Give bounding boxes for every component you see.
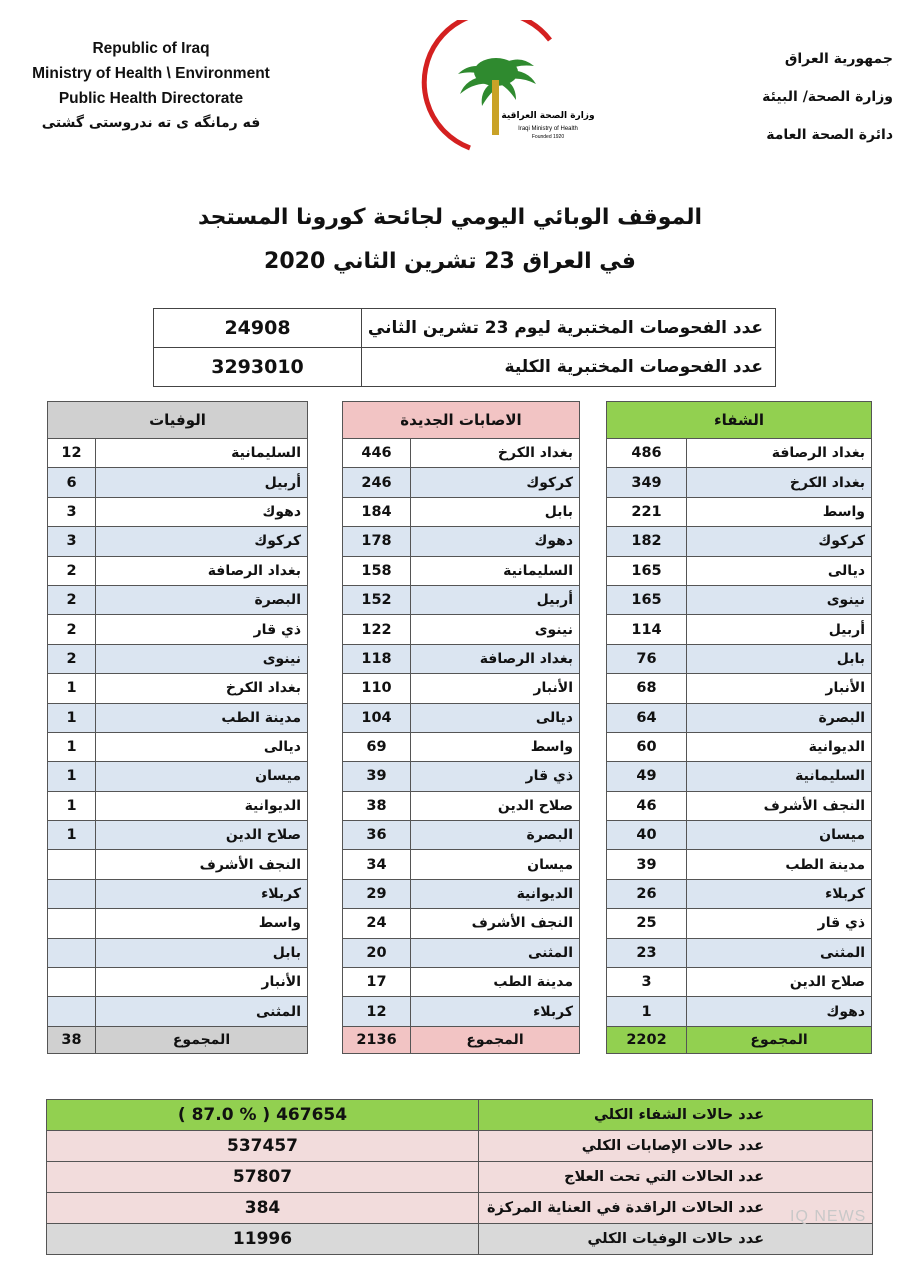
tests-value: 3293010 xyxy=(154,348,362,387)
governorate-cell: أربيل xyxy=(96,468,308,497)
tests-label: عدد الفحوصات المختبرية الكلية xyxy=(362,348,776,387)
logo-arabic-text: وزارة الصحة العراقية xyxy=(501,111,595,121)
summary-label: عدد الحالات الراقدة في العناية المركزة xyxy=(479,1193,873,1224)
count-cell: 165 xyxy=(607,585,687,614)
summary-row xyxy=(47,1224,873,1255)
summary-value: 384 xyxy=(47,1193,479,1224)
header-en-line: Ministry of Health \ Environment xyxy=(32,65,270,82)
count-cell: 25 xyxy=(607,909,687,938)
governorate-cell: بغداد الرصافة xyxy=(96,556,308,585)
table-row xyxy=(607,850,872,879)
count-cell: 104 xyxy=(343,703,411,732)
table-row xyxy=(48,968,308,997)
table-row xyxy=(343,938,580,967)
header-en-line: Republic of Iraq xyxy=(92,40,210,57)
count-cell: 76 xyxy=(607,644,687,673)
count-cell: 349 xyxy=(607,468,687,497)
count-cell: 1 xyxy=(48,674,96,703)
logo-english-text: Iraqi Ministry of Health xyxy=(518,126,578,132)
governorate-cell: صلاح الدين xyxy=(411,791,580,820)
table-row xyxy=(343,732,580,761)
governorate-cell: السليمانية xyxy=(687,762,872,791)
table-row xyxy=(607,703,872,732)
governorate-cell: أربيل xyxy=(411,585,580,614)
count-cell: 46 xyxy=(607,791,687,820)
governorate-cell: بغداد الرصافة xyxy=(687,439,872,468)
table-row xyxy=(48,732,308,761)
total-label: المجموع xyxy=(687,1026,872,1053)
table-row xyxy=(343,703,580,732)
table-row xyxy=(343,821,580,850)
governorate-cell: مدينة الطب xyxy=(411,968,580,997)
table-row xyxy=(607,791,872,820)
table-row xyxy=(48,762,308,791)
governorate-cell: بابل xyxy=(411,497,580,526)
table-row xyxy=(48,879,308,908)
table-row xyxy=(48,703,308,732)
table-row xyxy=(607,968,872,997)
governorate-cell: الديوانية xyxy=(96,791,308,820)
count-cell: 17 xyxy=(343,968,411,997)
table-row xyxy=(48,997,308,1026)
count-cell: 49 xyxy=(607,762,687,791)
table-row xyxy=(607,879,872,908)
count-cell: 20 xyxy=(343,938,411,967)
count-cell: 40 xyxy=(607,821,687,850)
summary-value: 11996 xyxy=(47,1224,479,1255)
table-row xyxy=(343,879,580,908)
count-cell: 69 xyxy=(343,732,411,761)
governorate-cell: بابل xyxy=(96,938,308,967)
governorate-cell: كربلاء xyxy=(96,879,308,908)
tests-value: 24908 xyxy=(154,309,362,348)
governorate-cell: ميسان xyxy=(687,821,872,850)
table-row xyxy=(607,762,872,791)
total-row xyxy=(607,1026,872,1053)
governorate-cell: واسط xyxy=(411,732,580,761)
count-cell: 158 xyxy=(343,556,411,585)
governorate-cell: ديالى xyxy=(687,556,872,585)
governorate-cell: مدينة الطب xyxy=(687,850,872,879)
table-row xyxy=(48,791,308,820)
count-cell: 246 xyxy=(343,468,411,497)
table-row xyxy=(607,585,872,614)
total-value: 38 xyxy=(48,1026,96,1053)
governorate-cell: السليمانية xyxy=(96,439,308,468)
governorate-cell: بغداد الكرخ xyxy=(96,674,308,703)
count-cell: 29 xyxy=(343,879,411,908)
count-cell xyxy=(48,850,96,879)
count-cell: 3 xyxy=(48,527,96,556)
summary-row xyxy=(47,1100,873,1131)
count-cell: 34 xyxy=(343,850,411,879)
table-row xyxy=(343,762,580,791)
table-row xyxy=(607,821,872,850)
table-row xyxy=(607,497,872,526)
count-cell: 12 xyxy=(343,997,411,1026)
governorate-cell: نينوى xyxy=(687,585,872,614)
table-row xyxy=(48,439,308,468)
count-cell xyxy=(48,938,96,967)
governorate-cell: بغداد الكرخ xyxy=(687,468,872,497)
table-row xyxy=(48,674,308,703)
count-cell: 221 xyxy=(607,497,687,526)
summary-table xyxy=(46,1099,873,1255)
count-cell: 39 xyxy=(343,762,411,791)
governorate-cell: ذي قار xyxy=(96,615,308,644)
governorate-cell: كركوك xyxy=(411,468,580,497)
title-line-1: الموقف الوبائي اليومي لجائحة كورونا المستجد xyxy=(197,205,703,230)
count-cell: 182 xyxy=(607,527,687,556)
table-row xyxy=(343,850,580,879)
title-line-2: في العراق 23 تشرين الثاني 2020 xyxy=(264,249,636,274)
header-english xyxy=(6,36,296,136)
table-row xyxy=(48,468,308,497)
count-cell: 38 xyxy=(343,791,411,820)
header-kurdish-line: فه رمانگه ى ته ندروستى گشتى xyxy=(41,115,261,131)
recoveries-table xyxy=(606,401,872,1054)
header-en-line: Public Health Directorate xyxy=(58,90,244,107)
column-header-row xyxy=(48,402,308,439)
governorate-cell: النجف الأشرف xyxy=(687,791,872,820)
count-cell: 122 xyxy=(343,615,411,644)
table-row xyxy=(48,821,308,850)
governorate-cell: النجف الأشرف xyxy=(96,850,308,879)
count-cell: 64 xyxy=(607,703,687,732)
table-row xyxy=(48,850,308,879)
table-row xyxy=(607,527,872,556)
count-cell: 1 xyxy=(48,821,96,850)
table-row xyxy=(607,997,872,1026)
ministry-logo-icon xyxy=(410,20,610,170)
table-row xyxy=(343,556,580,585)
governorate-cell: ديالى xyxy=(411,703,580,732)
count-cell: 24 xyxy=(343,909,411,938)
governorate-cell: واسط xyxy=(687,497,872,526)
summary-value: 57807 xyxy=(47,1162,479,1193)
summary-row xyxy=(47,1162,873,1193)
column-header-row xyxy=(607,402,872,439)
count-cell xyxy=(48,909,96,938)
governorate-cell: الديوانية xyxy=(687,732,872,761)
summary-label: عدد الحالات التي تحت العلاج xyxy=(479,1162,873,1193)
report-title xyxy=(150,196,750,284)
summary-row xyxy=(47,1131,873,1162)
count-cell: 26 xyxy=(607,879,687,908)
table-row xyxy=(48,615,308,644)
governorate-cell: المثنى xyxy=(687,938,872,967)
table-row xyxy=(607,439,872,468)
governorate-cell: الديوانية xyxy=(411,879,580,908)
table-row xyxy=(343,468,580,497)
summary-label: عدد حالات الشفاء الكلي xyxy=(479,1100,873,1131)
governorate-cell: كربلاء xyxy=(687,879,872,908)
count-cell: 6 xyxy=(48,468,96,497)
column-header: الشفاء xyxy=(607,402,872,439)
count-cell: 23 xyxy=(607,938,687,967)
governorate-cell: كربلاء xyxy=(411,997,580,1026)
count-cell: 486 xyxy=(607,439,687,468)
table-row xyxy=(343,674,580,703)
table-row xyxy=(343,997,580,1026)
count-cell: 446 xyxy=(343,439,411,468)
count-cell: 2 xyxy=(48,615,96,644)
count-cell: 184 xyxy=(343,497,411,526)
new-cases-table xyxy=(342,401,580,1054)
column-header-row xyxy=(343,402,580,439)
table-row xyxy=(343,439,580,468)
table-row xyxy=(607,644,872,673)
governorate-cell: دهوك xyxy=(411,527,580,556)
table-row xyxy=(48,527,308,556)
table-row xyxy=(343,615,580,644)
table-row xyxy=(607,674,872,703)
column-header: الاصابات الجديدة xyxy=(343,402,580,439)
tests-row xyxy=(154,348,776,387)
governorate-cell: ذي قار xyxy=(411,762,580,791)
table-row xyxy=(343,585,580,614)
total-value: 2202 xyxy=(607,1026,687,1053)
governorate-cell: صلاح الدين xyxy=(687,968,872,997)
table-row xyxy=(343,791,580,820)
summary-value: ( 87.0 % ) 467654 xyxy=(47,1100,479,1131)
governorate-cell: صلاح الدين xyxy=(96,821,308,850)
total-label: المجموع xyxy=(96,1026,308,1053)
governorate-cell: السليمانية xyxy=(411,556,580,585)
ministry-logo xyxy=(410,20,610,170)
governorate-cell: أربيل xyxy=(687,615,872,644)
count-cell: 178 xyxy=(343,527,411,556)
count-cell: 1 xyxy=(48,732,96,761)
table-row xyxy=(48,644,308,673)
total-row xyxy=(48,1026,308,1053)
total-value: 2136 xyxy=(343,1026,411,1053)
count-cell: 165 xyxy=(607,556,687,585)
count-cell xyxy=(48,968,96,997)
table-row xyxy=(48,556,308,585)
tests-table xyxy=(153,308,776,387)
governorate-cell: كركوك xyxy=(687,527,872,556)
table-row xyxy=(607,615,872,644)
count-cell xyxy=(48,997,96,1026)
table-row xyxy=(343,909,580,938)
header-ar-line: دائرة الصحة العامة xyxy=(766,127,893,143)
count-cell: 1 xyxy=(48,791,96,820)
header-arabic xyxy=(693,40,893,154)
table-row xyxy=(607,468,872,497)
governorate-cell: ذي قار xyxy=(687,909,872,938)
logo-founded-text: Founded 1920 xyxy=(531,134,565,140)
governorate-cell: واسط xyxy=(96,909,308,938)
table-row xyxy=(607,938,872,967)
governorate-cell: البصرة xyxy=(96,585,308,614)
governorate-cell: الأنبار xyxy=(96,968,308,997)
governorate-cell: ميسان xyxy=(96,762,308,791)
table-row xyxy=(343,527,580,556)
governorate-cell: ميسان xyxy=(411,850,580,879)
governorate-cell: بغداد الكرخ xyxy=(411,439,580,468)
column-header: الوفيات xyxy=(48,402,308,439)
count-cell: 152 xyxy=(343,585,411,614)
count-cell: 1 xyxy=(48,762,96,791)
count-cell: 110 xyxy=(343,674,411,703)
header-ar-line: جمهورية العراق xyxy=(784,51,893,67)
count-cell: 1 xyxy=(607,997,687,1026)
governorate-cell: الأنبار xyxy=(687,674,872,703)
summary-value: 537457 xyxy=(47,1131,479,1162)
table-row xyxy=(343,644,580,673)
governorate-cell: المثنى xyxy=(411,938,580,967)
governorate-cell: البصرة xyxy=(687,703,872,732)
count-cell: 2 xyxy=(48,556,96,585)
table-row xyxy=(607,732,872,761)
table-row xyxy=(48,585,308,614)
summary-row xyxy=(47,1193,873,1224)
count-cell: 114 xyxy=(607,615,687,644)
table-row xyxy=(48,938,308,967)
governorate-cell: بابل xyxy=(687,644,872,673)
governorate-cell: ديالى xyxy=(96,732,308,761)
table-row xyxy=(607,556,872,585)
count-cell: 68 xyxy=(607,674,687,703)
governorate-cell: نينوى xyxy=(96,644,308,673)
total-row xyxy=(343,1026,580,1053)
governorate-cell: كركوك xyxy=(96,527,308,556)
table-row xyxy=(343,497,580,526)
table-row xyxy=(48,497,308,526)
summary-label: عدد حالات الإصابات الكلي xyxy=(479,1131,873,1162)
count-cell: 1 xyxy=(48,703,96,732)
count-cell xyxy=(48,879,96,908)
header-ar-line: وزارة الصحة/ البيئة xyxy=(762,89,893,105)
tests-label: عدد الفحوصات المختبرية ليوم 23 تشرين الثاني xyxy=(362,309,776,348)
count-cell: 36 xyxy=(343,821,411,850)
total-label: المجموع xyxy=(411,1026,580,1053)
count-cell: 2 xyxy=(48,585,96,614)
deaths-table xyxy=(47,401,308,1054)
table-row xyxy=(607,909,872,938)
table-row xyxy=(343,968,580,997)
governorate-cell: مدينة الطب xyxy=(96,703,308,732)
governorate-cell: نينوى xyxy=(411,615,580,644)
table-row xyxy=(48,909,308,938)
count-cell: 3 xyxy=(48,497,96,526)
governorate-cell: بغداد الرصافة xyxy=(411,644,580,673)
governorate-cell: الأنبار xyxy=(411,674,580,703)
count-cell: 3 xyxy=(607,968,687,997)
count-cell: 60 xyxy=(607,732,687,761)
governorate-cell: النجف الأشرف xyxy=(411,909,580,938)
count-cell: 118 xyxy=(343,644,411,673)
tests-row xyxy=(154,309,776,348)
count-cell: 12 xyxy=(48,439,96,468)
count-cell: 39 xyxy=(607,850,687,879)
governorate-cell: المثنى xyxy=(96,997,308,1026)
watermark: IQ NEWS xyxy=(790,1208,867,1225)
count-cell: 2 xyxy=(48,644,96,673)
summary-label: عدد حالات الوفيات الكلي xyxy=(479,1224,873,1255)
governorate-cell: دهوك xyxy=(687,997,872,1026)
governorate-cell: دهوك xyxy=(96,497,308,526)
governorate-cell: البصرة xyxy=(411,821,580,850)
